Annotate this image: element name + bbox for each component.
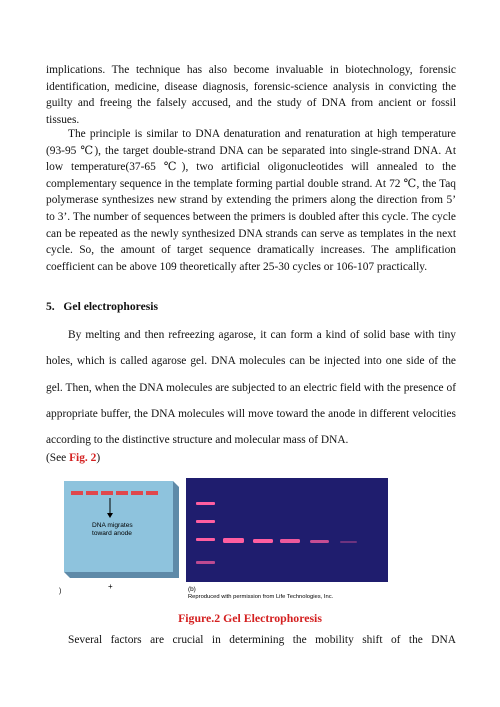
paragraph-pcr-principle: The principle is similar to DNA denaturation and renaturation at high temperature (93-95 ℃), the target double-strand DNA can be separated into single-strand DNA. At low temperature(37-65 ℃), two artificial oligonucleotides will annealed to the complementary sequence in the template forming partial double strand. At 72 ℃, the Taq polymerase synthesizes new strand by extending the primers along the direction from 5’ to 3’. The number of sequences between the primers is doubled after this cycle. The cycle can be repeated as the newly synthesized DNA strands can serve as templates in the next cycle. So, the amount of target sequence dramatically increases. The amplification coefficient can be above 109 theoretically after 25-30 cycles or 106-107 practically. (46, 128, 456, 273)
migration-label-line2: toward anode (92, 530, 132, 537)
see-ref-suffix: ) (96, 452, 101, 464)
section-number: 5. (46, 300, 55, 313)
sample-band (280, 539, 300, 543)
see-ref-prefix: (See (46, 452, 70, 464)
anode-plus-sign: + (108, 582, 113, 591)
figure-link[interactable]: Fig. 2 (69, 452, 97, 464)
figure-credit: Reproduced with permission from Life Technologies, Inc. (188, 594, 334, 600)
migration-label-line1: DNA migrates (92, 522, 133, 529)
sample-band (340, 541, 357, 543)
panel-a-gel-diagram (59, 481, 179, 595)
sample-band (253, 539, 273, 543)
section-title: Gel electrophoresis (63, 300, 158, 313)
paragraph-gel-electrophoresis: By melting and then refreezing agarose, it can form a kind of solid base with tiny holes, which is called agarose gel. DNA molecules can be injected into one side of the gel. Then, when the DNA molecules are subjected to an electric field with the presence of appropriate buffer, the DNA molecules will move toward the anode in different velocities according to the distinctive structure and molecular mass of DNA. (46, 329, 456, 447)
panel-b-gel-photo (186, 478, 388, 600)
sample-band (310, 540, 329, 543)
panel-a-paren: ) (59, 588, 62, 595)
gel-photo-background (186, 478, 388, 582)
sample-band (223, 538, 244, 543)
figure-caption: Figure.2 Gel Electrophoresis (178, 611, 322, 625)
panel-b-label: (b) (188, 586, 196, 593)
paragraph-mobility-factors: Several factors are crucial in determining the mobility shift of the DNA (68, 634, 456, 646)
paragraph-implications: implications. The technique has also become invaluable in biotechnology, forensic identification, medicine, disease diagnosis, forensic-science analysis in convicting the guilty and freeing the falsely accused, and the study of DNA from ancient or fossil tissues. (46, 64, 456, 126)
